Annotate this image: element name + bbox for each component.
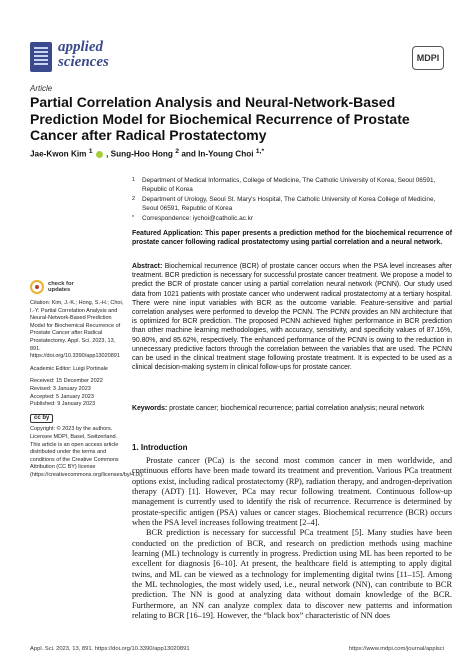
journal-name-line1: applied <box>58 39 103 55</box>
copyright-notice: Copyright: © 2023 by the authors. Licensee MDPI, Basel, Switzerland. This article is an open access article distributed under the terms and conditions of the Creative Commons Attribution (CC BY) license (https://creativecommons.org/licenses/by/4.0/). <box>30 426 144 478</box>
affiliation-item <box>132 195 452 213</box>
article-type: Article <box>30 84 53 93</box>
journal-name[interactable] <box>58 40 109 70</box>
affiliation-item <box>132 214 452 223</box>
article-sidebar <box>30 280 144 484</box>
author-name[interactable]: Jae-Kwon Kim <box>30 149 87 159</box>
author-list <box>30 148 450 159</box>
author-name[interactable]: and In-Young Choi <box>181 149 254 159</box>
updates-line2: updates <box>48 287 71 293</box>
updates-line1: check for <box>48 280 74 287</box>
author-affil-mark: 1,* <box>255 148 265 155</box>
academic-editor: Academic Editor: Luigi Portinale <box>30 365 108 372</box>
page-footer <box>30 646 444 652</box>
correspondence-email[interactable]: Correspondence: iychoi@catholic.ac.kr <box>142 215 253 222</box>
intro-paragraph: BCR prediction is necessary for successful PCa treatment [5]. Many studies have been conducted on the prediction of BCR, and research on prediction methods using machine learning (ML) technology is currently in progress. Prediction using ML has been reported to be excellent for diagnosis [6–10]. At present, the healthcare field is attempting to apply digital twins, and ML can be viewed as a technology for implementing digital twins [11–15]. Among the ML technologies, the most widely used, i.e., neural network (NN), can contribute to BCR prediction. The NN is good at analyzing data without domain knowledge of the BCR. Furthermore, an NN can analyze complex data to discover new patterns and information relating to BCR [16–19]. However, the “black box” characteristic of NN does <box>132 528 452 621</box>
revised-date: Revised: 3 January 2023 <box>30 385 91 392</box>
affiliation-mark: * <box>132 215 135 221</box>
footer-citation[interactable]: Appl. Sci. 2023, 13, 891. https://doi.org/10.3390/app13020891 <box>30 646 190 652</box>
featured-application: Featured Application: This paper presents a prediction method for the biochemical recurrence of prostate cancer following radical prostatectomy using partial correlation and a neural network. <box>132 230 452 247</box>
cc-by-license-icon[interactable]: cc by <box>30 414 53 424</box>
intro-paragraph: Prostate cancer (PCa) is the second most common cancer in men worldwide, and continuous efforts have been made toward its treatment and prevention. Various PCa treatment options exist, including radical prostatectomy (RP), radiation therapy, and androgen-deprivation therapy (ADT) [1]. However, PCa may recur following treatment. Continuous follow-up management is currently used to identify the risk of recurrence. Recurrence is determined by prostate-specific antigen (PSA) values or cancer stages. Biochemical recurrence (BCR) occurs when the PSA level increases following treatment [2–4]. <box>132 456 452 528</box>
keywords <box>132 404 452 413</box>
introduction-body <box>132 456 452 622</box>
journal-logo-icon <box>30 42 52 72</box>
affiliation-item <box>132 176 452 194</box>
citation[interactable]: Citation: Kim, J.-K.; Hong, S.-H.; Choi, I.-Y. Partial Correlation Analysis and Neural-Network-Based Prediction Model for Biochemical Recurrence of Prostate Cancer after Radical Prostatectomy. Appl. Sci. 2023, 13, 891. https://doi.org/10.3390/app13020891 <box>30 300 124 360</box>
abstract-text: Biochemical recurrence (BCR) of prostate cancer occurs when the PSA level increases after treatment. BCR prediction is necessary for successful prostate cancer treatment. We propose a model to predict the BCR of prostate cancer using a partial correlation neural network (PCNN). Our study used data from 1021 patients with prostate cancer who underwent radical prostatectomy at a tertiary hospital. There were nine input variables with BCR as the outcome variable. Feature-sensitive and partial correlation analyses were performed to develop the PCNN. The PCNN provides an NN architecture that is optimized for BCR prediction. The proposed PCNN achieved higher performance in BCR prediction than other machine learning methodologies, with accuracy, sensitivity, and specificity values of 87.16%, 90.80%, and 85.62%, respectively. The enhanced performance of the PCNN is owing to the reduction in unnecessary predictive factors through the correlation between the variables that are used. The PCNN can be used in the clinical treatment stage following prostate treatment. It is expected to be used as a clinical decision-making system in clinical follow-ups for prostate cancer. <box>132 263 452 372</box>
affiliation-mark: 1 <box>132 177 136 183</box>
footer-journal-url[interactable]: https://www.mdpi.com/journal/applsci <box>348 646 444 652</box>
affiliation-mark: 2 <box>132 196 136 202</box>
check-for-updates-icon <box>30 280 44 294</box>
check-for-updates-button[interactable] <box>30 280 124 294</box>
section-heading: 1. Introduction <box>132 443 188 452</box>
orcid-icon[interactable] <box>96 151 103 158</box>
abstract <box>132 262 452 372</box>
affiliation-text: Department of Medical Informatics, College of Medicine, The Catholic University of Korea, Seoul 06591, Republic of Korea <box>142 177 436 193</box>
keywords-label: Keywords: <box>132 405 168 412</box>
journal-name-line2: sciences <box>58 54 109 70</box>
affiliations <box>132 176 452 224</box>
abstract-label: Abstract: <box>132 263 163 270</box>
keywords-text: prostate cancer; biochemical recurrence; partial correlation analysis; neural network <box>167 405 425 412</box>
paper-title: Partial Correlation Analysis and Neural-Network-Based Prediction Model for Biochemical Recurrence of Prostate Cancer after Radical Prostatectomy <box>30 94 410 143</box>
mdpi-logo[interactable]: MDPI <box>412 46 444 70</box>
accepted-date: Accepted: 5 January 2023 <box>30 393 94 400</box>
received-date: Received: 15 December 2022 <box>30 378 103 385</box>
author-affil-mark: 2 <box>175 148 180 155</box>
published-date: Published: 9 January 2023 <box>30 401 96 408</box>
author-affil-mark: 1 <box>88 148 93 155</box>
author-name[interactable]: , Sung-Hoo Hong <box>106 149 173 159</box>
check-for-updates-label <box>48 281 74 294</box>
journal-header <box>30 39 444 82</box>
affiliation-text: Department of Urology, Seoul St. Mary's Hospital, The Catholic University of Korea College of Medicine, Seoul 06591, Republic of Korea <box>142 196 436 212</box>
